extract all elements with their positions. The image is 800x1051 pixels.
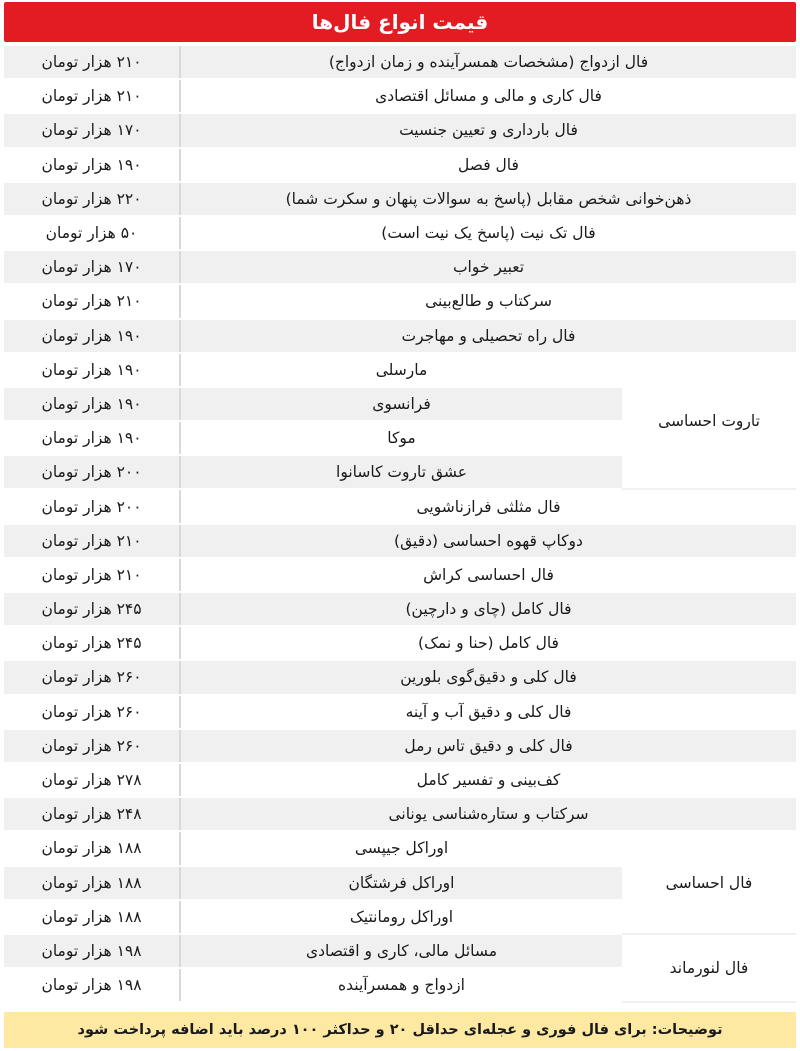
item-price: ۲۴۵ هزار تومان [4,626,180,660]
table-row [4,113,796,147]
item-price: ۲۲۰ هزار تومان [4,182,180,216]
item-name: فال فصل [180,148,796,182]
item-name: فال احساسی کراش [180,558,796,592]
table-row [4,660,796,694]
item-name: دوکاپ قهوه احساسی (دقیق) [180,524,796,558]
item-name: مارسلی [180,353,622,387]
item-name: فال کامل (حنا و نمک) [180,626,796,660]
item-name: اوراکل فرشتگان [180,866,622,900]
footer-note: توضیحات: برای فال فوری و عجله‌ای حداقل ۲۰ و حداکثر ۱۰۰ درصد باید اضافه پرداخت شود [4,1012,796,1048]
table-row [4,831,796,865]
table-row [4,763,796,797]
item-price: ۱۸۸ هزار تومان [4,831,180,865]
item-name: فال کلی و دقیق آب و آینه [180,695,796,729]
item-price: ۲۴۵ هزار تومان [4,592,180,626]
table-row [4,592,796,626]
item-price: ۱۸۸ هزار تومان [4,900,180,934]
item-name: مسائل مالی، کاری و اقتصادی [180,934,622,968]
item-name: عشق تاروت کاسانوا [180,455,622,489]
page-title: قیمت انواع فال‌ها [4,2,796,42]
item-price: ۲۶۰ هزار تومان [4,695,180,729]
item-price: ۲۶۰ هزار تومان [4,729,180,763]
item-name: سرکتاب و ستاره‌شناسی یونانی [180,797,796,831]
item-price: ۱۹۸ هزار تومان [4,968,180,1002]
item-price: ۲۱۰ هزار تومان [4,46,180,79]
item-price: ۱۹۰ هزار تومان [4,353,180,387]
item-price: ۲۷۸ هزار تومان [4,763,180,797]
table-row [4,524,796,558]
item-name: فال کامل (چای و دارچین) [180,592,796,626]
table-row [4,934,796,968]
item-name: ازدواج و همسرآینده [180,968,622,1002]
item-price: ۲۰۰ هزار تومان [4,455,180,489]
table-row [4,79,796,113]
item-price: ۲۱۰ هزار تومان [4,558,180,592]
item-price: ۵۰ هزار تومان [4,216,180,250]
item-price: ۱۹۸ هزار تومان [4,934,180,968]
item-price: ۲۱۰ هزار تومان [4,284,180,318]
table-row [4,797,796,831]
item-price: ۲۰۰ هزار تومان [4,489,180,523]
table-row [4,182,796,216]
table-row [4,284,796,318]
item-price: ۱۷۰ هزار تومان [4,113,180,147]
item-price: ۱۸۸ هزار تومان [4,866,180,900]
item-price: ۲۱۰ هزار تومان [4,79,180,113]
item-name: تعبیر خواب [180,250,796,284]
item-price: ۱۹۰ هزار تومان [4,387,180,421]
table-row [4,250,796,284]
item-name: ذهن‌خوانی شخص مقابل (پاسخ به سوالات پنهان و سکرت شما) [180,182,796,216]
item-name: سرکتاب و طالع‌بینی [180,284,796,318]
table-row [4,148,796,182]
item-name: فال کلی و دقیق تاس رمل [180,729,796,763]
item-name: فال کلی و دقیق‌گوی بلورین [180,660,796,694]
item-name: اوراکل رومانتیک [180,900,622,934]
group-label: تاروت احساسی [622,353,796,490]
item-price: ۱۹۰ هزار تومان [4,148,180,182]
table-row [4,626,796,660]
item-name: اوراکل جیپسی [180,831,622,865]
table-row [4,46,796,79]
item-name: فال ازدواج (مشخصات همسرآینده و زمان ازدواج) [180,46,796,79]
item-name: فرانسوی [180,387,622,421]
price-table [4,46,796,1003]
table-row [4,729,796,763]
item-price: ۲۴۸ هزار تومان [4,797,180,831]
table-row [4,695,796,729]
item-name: فال بارداری و تعیین جنسیت [180,113,796,147]
item-price: ۱۹۰ هزار تومان [4,319,180,353]
group-label: فال احساسی [622,831,796,934]
item-price: ۱۹۰ هزار تومان [4,421,180,455]
table-row [4,489,796,523]
item-name: فال مثلثی فرازناشویی [180,489,796,523]
item-price: ۱۷۰ هزار تومان [4,250,180,284]
item-price: ۲۶۰ هزار تومان [4,660,180,694]
item-name: کف‌بینی و تفسیر کامل [180,763,796,797]
group-label: فال لنورماند [622,934,796,1002]
item-name: موکا [180,421,622,455]
table-row [4,558,796,592]
item-price: ۲۱۰ هزار تومان [4,524,180,558]
item-name: فال کاری و مالی و مسائل اقتصادی [180,79,796,113]
table-row [4,216,796,250]
table-row [4,353,796,387]
item-name: فال تک نیت (پاسخ یک نیت است) [180,216,796,250]
table-row [4,319,796,353]
item-name: فال راه تحصیلی و مهاجرت [180,319,796,353]
